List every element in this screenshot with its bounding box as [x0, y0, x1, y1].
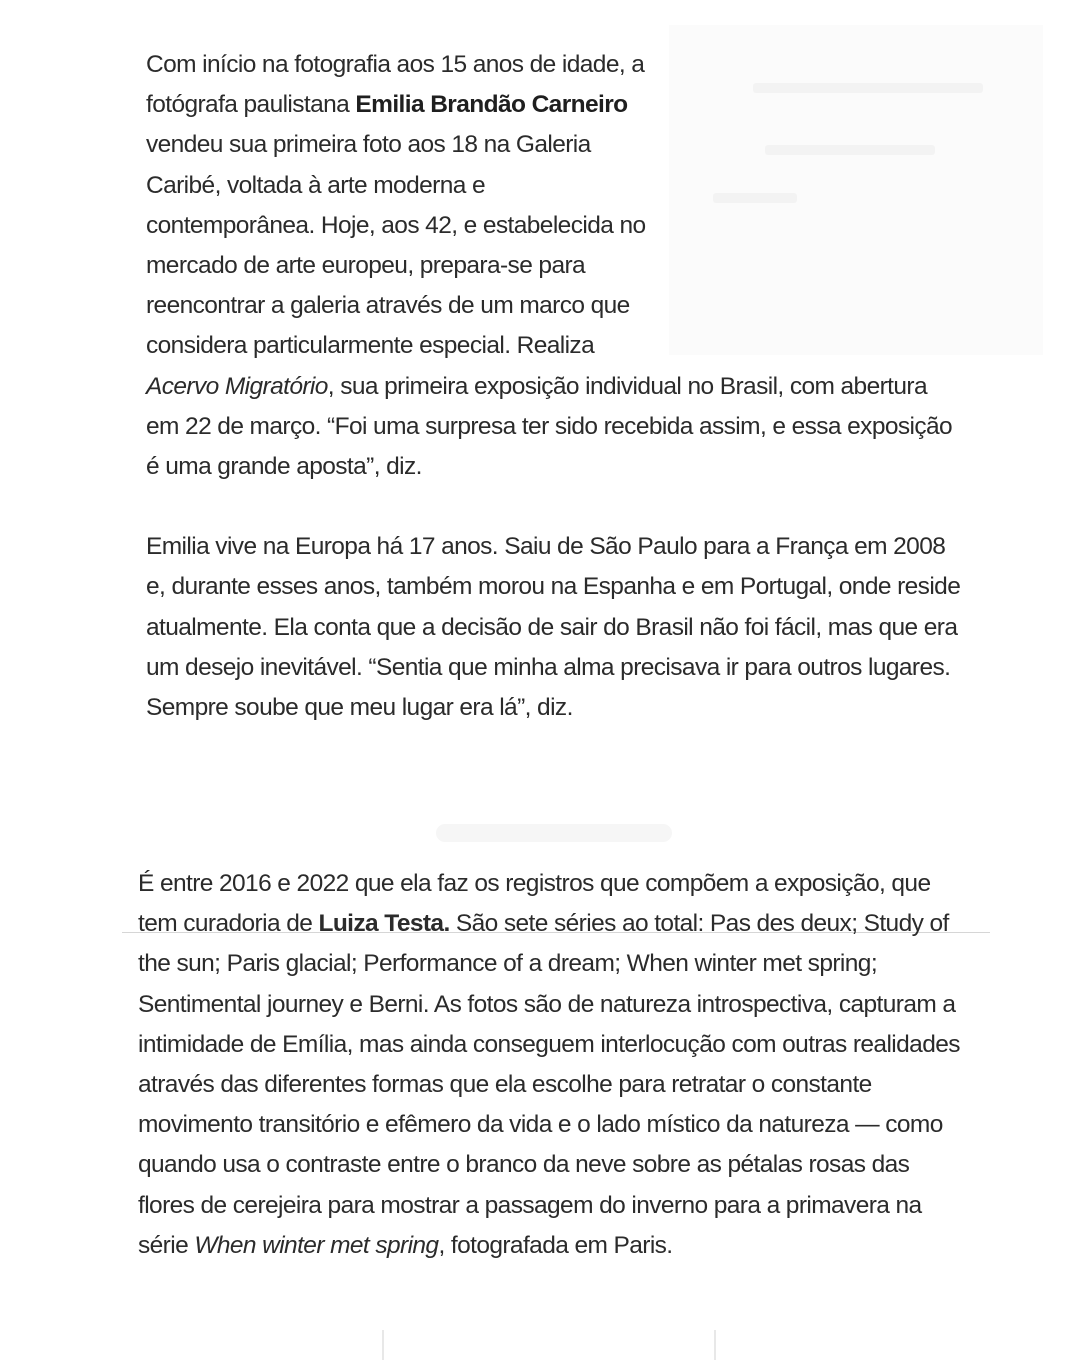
paragraph-text: , fotografada em Paris. [438, 1231, 673, 1259]
article-bottom-card [122, 858, 990, 1330]
paragraph-text: São sete séries ao total: Pas des deux; Study of the sun; Paris glacial; Performance of a dream; When winter met spring; Sentimental journey e Berni. As fotos são de natureza introspectiva, capturam a intimidade de Emília, mas ainda conseguem interlocução com outras realidades através das diferentes formas que ela escolhe para retratar o constante movimento transitório e efêmero da vida e o lado místico da natureza — como quando usa o contraste entre o branco da neve sobre as pétalas rosas das flores de cerejeira para mostrar a passagem do inverno para a primavera na série [138, 910, 960, 1259]
curator-name: Luiza Testa. [318, 910, 450, 938]
paragraph-text: Com início na fotografia aos 15 anos de idade, a fotógrafa paulistana [146, 51, 645, 119]
paragraph-text: , sua primeira exposição individual no Brasil, com abertura em 22 de março. “Foi uma surpresa ter sido recebida assim, e essa exposição é uma grande aposta”, diz. [146, 372, 953, 481]
faint-text-line [713, 193, 797, 203]
faint-text-line [765, 145, 935, 155]
paragraph-series [138, 864, 968, 1266]
faint-text-line [753, 83, 983, 93]
paragraph-europe: Emilia vive na Europa há 17 anos. Saiu de São Paulo para a França em 2008 e, durante esses anos, também morou na Espanha e em Portugal, onde reside atualmente. Ela conta que a decisão de sair do Brasil não foi fácil, mas que era um desejo inevitável. “Sentia que minha alma precisava ir para outros lugares. Sempre soube que meu lugar era lá”, diz. [146, 533, 961, 722]
faded-caption [436, 824, 672, 842]
series-title: When winter met spring [194, 1231, 439, 1259]
edge-mark [382, 1330, 384, 1360]
photographer-name: Emilia Brandão Carneiro [355, 91, 628, 119]
paragraph-text: vendeu sua primeira foto aos 18 na Galeria Caribé, voltada à arte moderna e contemporânea. Hoje, aos 42, e estabelecida no mercado de arte europeu, prepara-se para reencontrar a galeria através de um marco que considera particularmente especial. Realiza [146, 131, 646, 360]
edge-mark [714, 1330, 716, 1360]
exhibition-title: Acervo Migratório [146, 372, 328, 400]
article-top [146, 45, 961, 728]
paragraph-text: É entre 2016 e 2022 que ela faz os registros que compõem a exposição, que tem curadoria de [138, 870, 931, 938]
faded-image-placeholder [669, 25, 1043, 355]
